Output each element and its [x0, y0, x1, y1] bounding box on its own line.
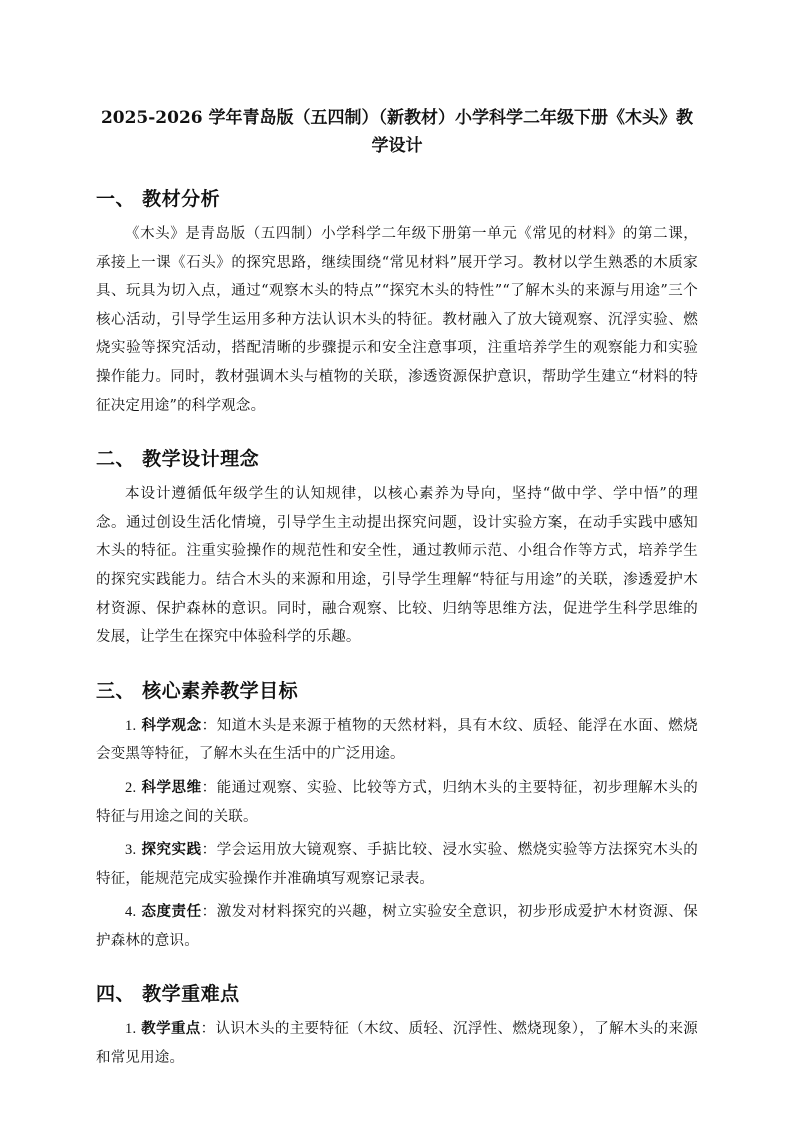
section-heading-design-concept: 二、 教学设计理念 — [96, 448, 260, 471]
objective-item — [96, 836, 698, 893]
objective-label: 探究实践 — [141, 842, 202, 859]
objective-text: ：知道木头是来源于植物的天然材料，具有木纹、质轻、能浮在水面、燃烧会变黑等特征，了解木头在生活中的广泛用途。 — [96, 717, 698, 763]
key-point-text: ：认识木头的主要特征（木纹、质轻、沉浮性、燃烧现象），了解木头的来源和常见用途。 — [96, 1021, 699, 1067]
key-point-item — [96, 1015, 698, 1072]
document-page — [96, 96, 698, 1078]
key-point-label: 教学重点 — [141, 1021, 201, 1038]
material-analysis-paragraph: 《木头》是青岛版（五四制）小学科学二年级下册第一单元《常见的材料》的第二课，承接上一课《石头》的探究思路，继续围绕“常见材料”展开学习。教材以学生熟悉的木质家具、玩具为切入点，通过“观察木头的特点”“探究木头的特性”“了解木头的来源与用途”三个核心活动，引导学生运用多种方法认识木头的特征。教材融入了放大镜观察、沉浮实验、燃烧实验等探究活动，搭配清晰的步骤提示和安全注意事项，注重培养学生的观察能力和实验操作能力。同时，教材强调木头与植物的关联，渗透资源保护意识，帮助学生建立“材料的特征决定用途”的科学观念。 — [96, 226, 698, 414]
section-heading-key-difficult-points: 四、 教学重难点 — [96, 983, 240, 1006]
objective-number: 4. — [125, 904, 137, 921]
design-concept-paragraph: 本设计遵循低年级学生的认知规律，以核心素养为导向，坚持“做中学、学中悟”的理念。通过创设生活化情境，引导学生主动提出探究问题，设计实验方案，在动手实践中感知木头的特征。注重实验操作的规范性和安全性，通过教师示范、小组合作等方式，培养学生的探究实践能力。结合木头的来源和用途，引导学生理解“特征与用途”的关联，渗透爱护木材资源、保护森林的意识。同时，融合观察、比较、归纳等思维方法，促进学生科学思维的发展，让学生在探究中体验科学的乐趣。 — [96, 486, 698, 646]
key-point-number: 1. — [125, 1021, 137, 1038]
objective-number: 1. — [125, 717, 137, 734]
objective-label: 科学思维 — [141, 779, 202, 796]
objective-text: ：学会运用放大镜观察、手掂比较、浸水实验、燃烧实验等方法探究木头的特征，能规范完成实验操作并准确填写观察记录表。 — [96, 842, 698, 887]
objective-text: ：激发对材料探究的兴趣，树立实验安全意识，初步形成爱护木材资源、保护森林的意识。 — [96, 904, 698, 949]
section-heading-material-analysis: 一、 教材分析 — [96, 188, 221, 210]
objective-number: 2. — [125, 779, 137, 796]
objective-item — [96, 898, 698, 955]
objective-label: 科学观念 — [141, 717, 202, 734]
objective-label: 态度责任 — [141, 904, 202, 921]
objective-text: ：能通过观察、实验、比较等方式，归纳木头的主要特征，初步理解木头的特征与用途之间的关联。 — [96, 779, 698, 825]
document-title: 2025-2026 学年青岛版（五四制）（新教材）小学科学二年级下册《木头》教学设计 — [100, 108, 694, 156]
section-heading-teaching-objectives: 三、 核心素养教学目标 — [96, 679, 299, 702]
objective-item — [96, 712, 698, 769]
objective-item — [96, 774, 698, 831]
objective-number: 3. — [125, 842, 137, 859]
